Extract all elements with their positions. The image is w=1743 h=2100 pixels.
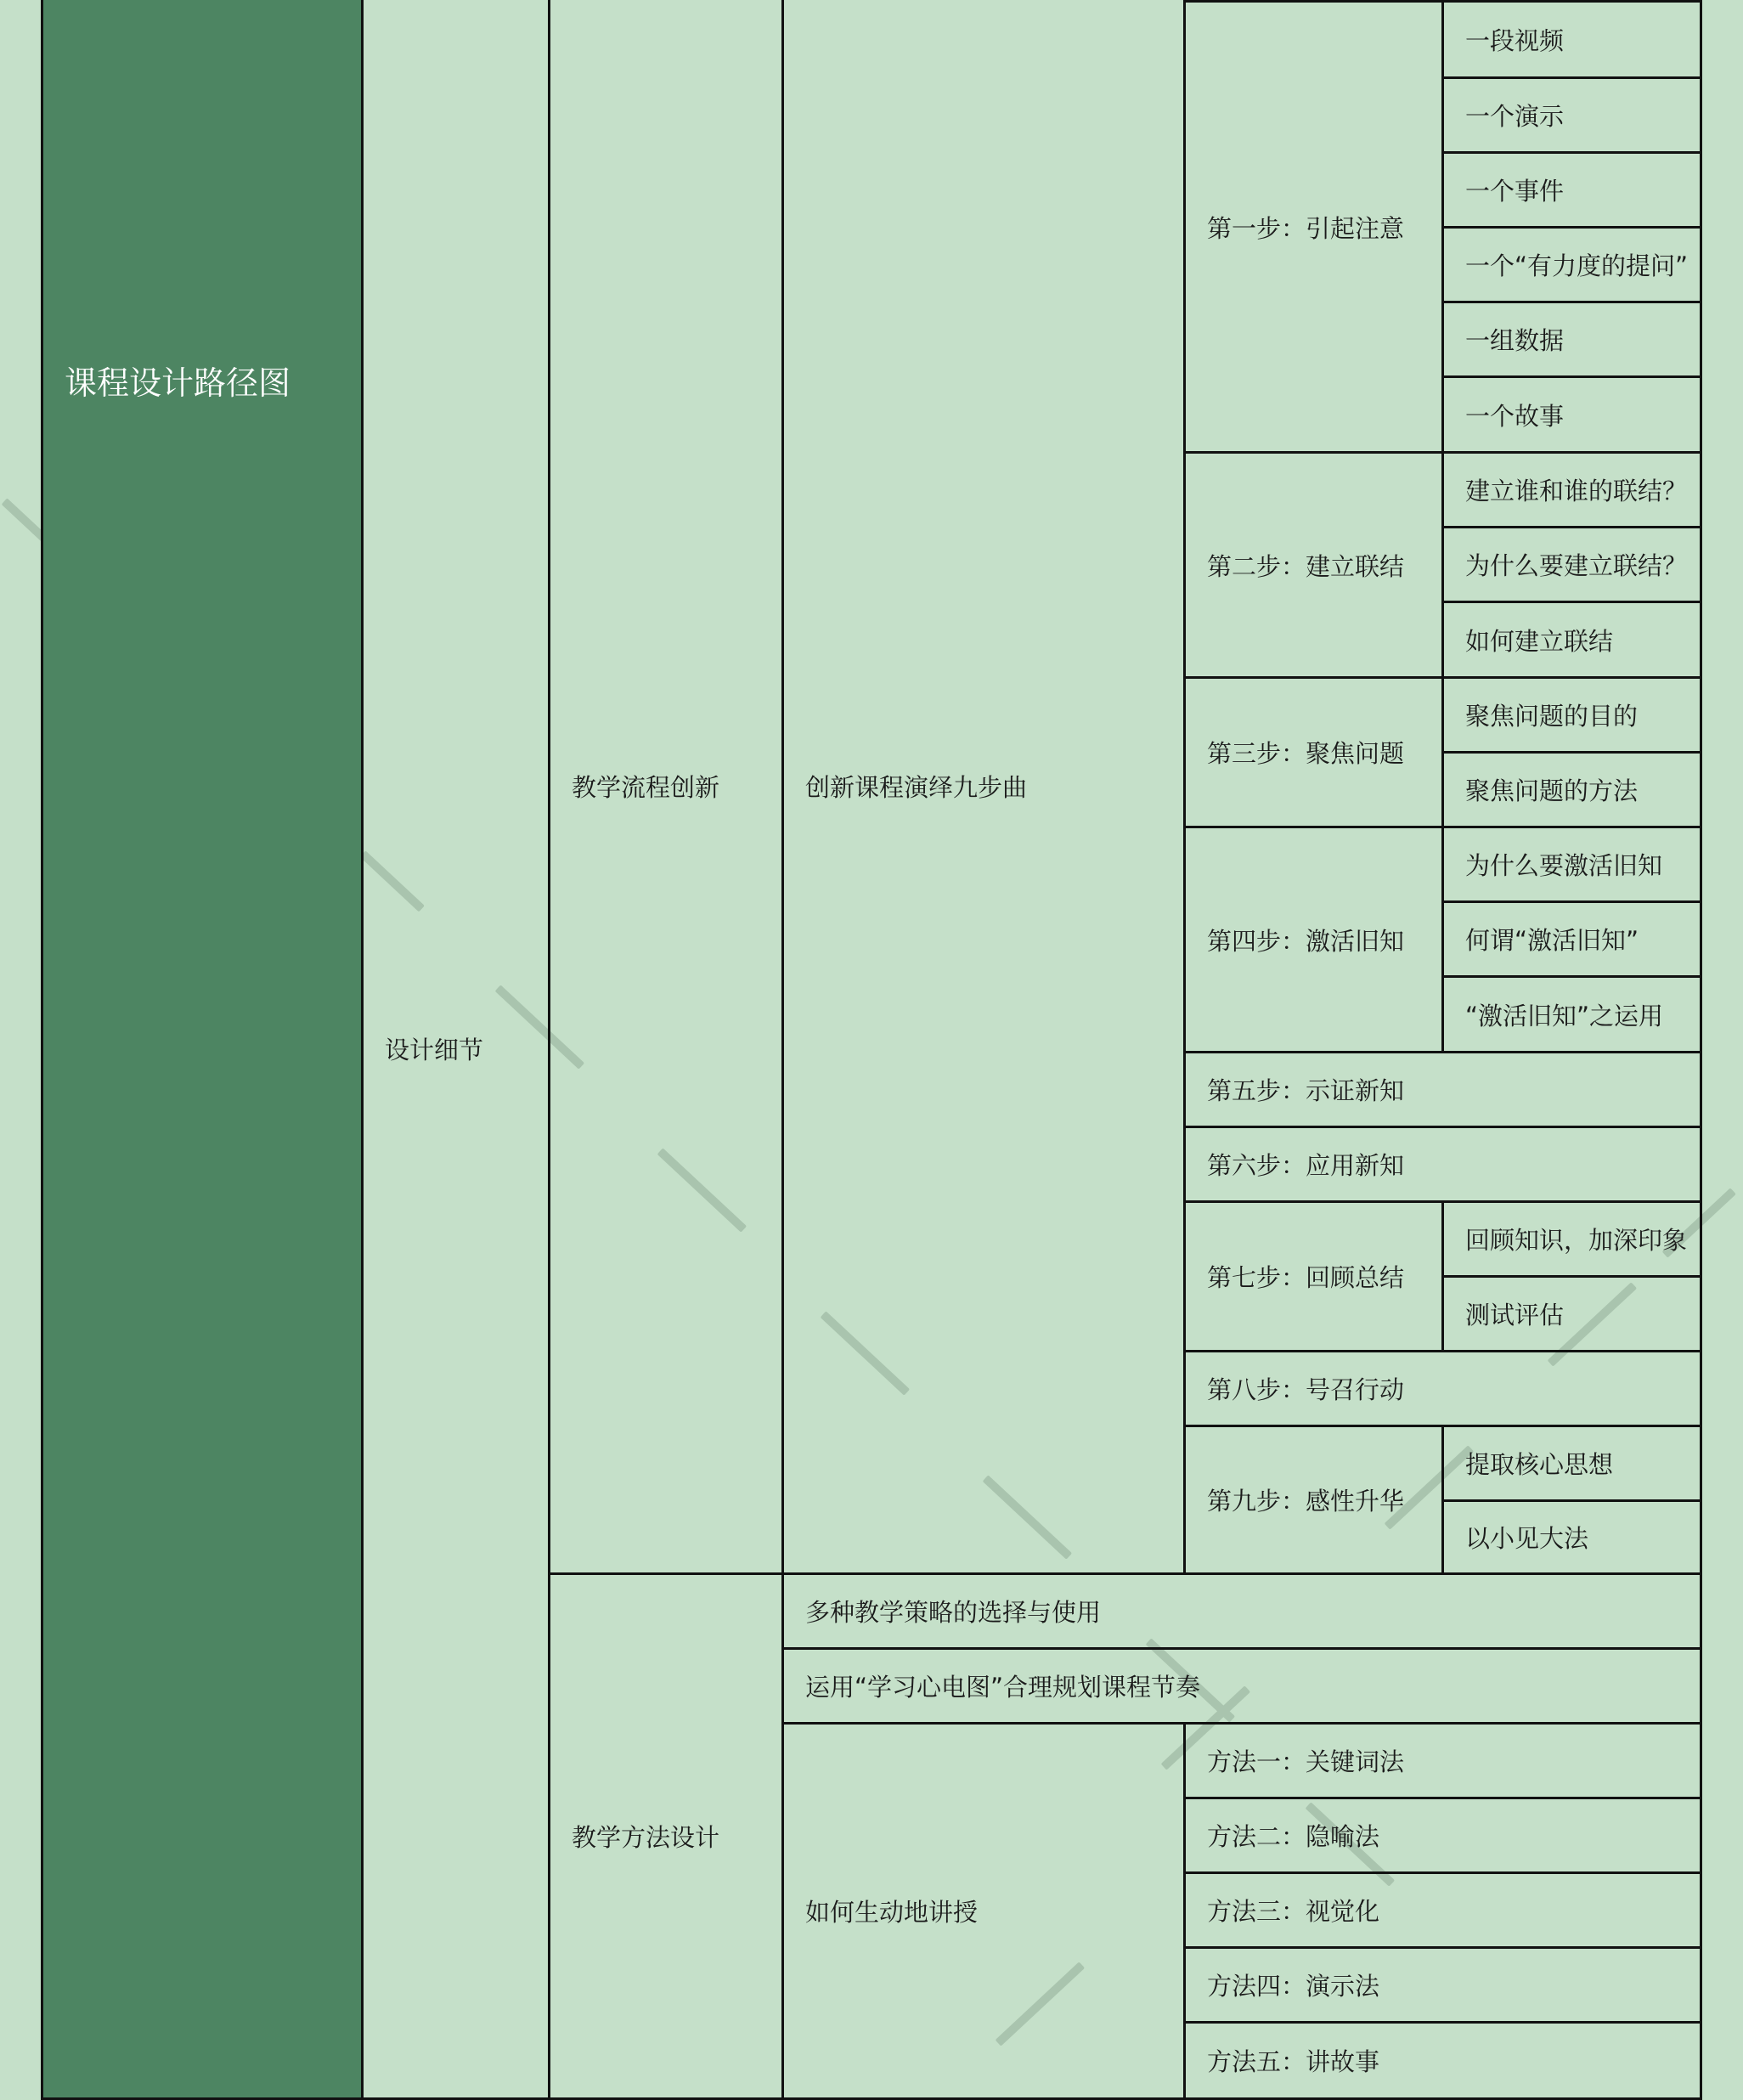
step-4-item: 为什么要激活旧知 [1441,826,1702,903]
level1-node-design-details: 设计细节 [361,0,550,2100]
step-2-item: 如何建立联结 [1441,601,1702,679]
step-1-item: 一组数据 [1441,301,1702,378]
method-item: 方法一：关键词法 [1183,1722,1702,1799]
level3-node-nine-steps: 创新课程演绎九步曲 [781,0,1186,1575]
step-3-item: 聚焦问题的目的 [1441,676,1702,754]
method-item: 方法五：讲故事 [1183,2021,1702,2100]
method-item: 方法三：视觉化 [1183,1871,1702,1949]
step-7-item: 测试评估 [1441,1275,1702,1352]
step-1-item: 一个故事 [1441,375,1702,454]
step-1-item: 一个演示 [1441,76,1702,154]
step-1-item: 一个事件 [1441,151,1702,229]
root-node: 课程设计路径图 [41,0,364,2100]
step-2-item: 为什么要建立联结？ [1441,526,1702,603]
step-1-item: 一个“有力度的提问” [1441,226,1702,303]
level3-node-heart-chart: 运用“学习心电图”合理规划课程节奏 [781,1647,1702,1725]
step-4: 第四步：激活旧知 [1183,826,1444,1053]
step-9: 第九步：感性升华 [1183,1425,1444,1575]
level2-node-teaching-flow: 教学流程创新 [548,0,784,1575]
step-3: 第三步：聚焦问题 [1183,676,1444,828]
level3-node-strategies: 多种教学策略的选择与使用 [781,1572,1702,1650]
step-8: 第八步：号召行动 [1183,1350,1702,1427]
level3-node-lively-teaching: 如何生动地讲授 [781,1722,1186,2100]
step-4-item: 何谓“激活旧知” [1441,900,1702,978]
method-item: 方法四：演示法 [1183,1946,1702,2024]
step-6: 第六步：应用新知 [1183,1126,1702,1203]
step-1-item: 一段视频 [1441,0,1702,79]
step-2-item: 建立谁和谁的联结？ [1441,451,1702,528]
step-7: 第七步：回顾总结 [1183,1200,1444,1352]
level2-node-teaching-methods: 教学方法设计 [548,1572,784,2100]
step-5: 第五步：示证新知 [1183,1051,1702,1128]
step-9-item: 提取核心思想 [1441,1425,1702,1502]
step-2: 第二步：建立联结 [1183,451,1444,679]
step-3-item: 聚焦问题的方法 [1441,751,1702,828]
method-item: 方法二：隐喻法 [1183,1797,1702,1874]
step-4-item: “激活旧知”之运用 [1441,975,1702,1053]
step-7-item: 回顾知识，加深印象 [1441,1200,1702,1278]
step-1: 第一步：引起注意 [1183,0,1444,454]
step-9-item: 以小见大法 [1441,1499,1702,1575]
